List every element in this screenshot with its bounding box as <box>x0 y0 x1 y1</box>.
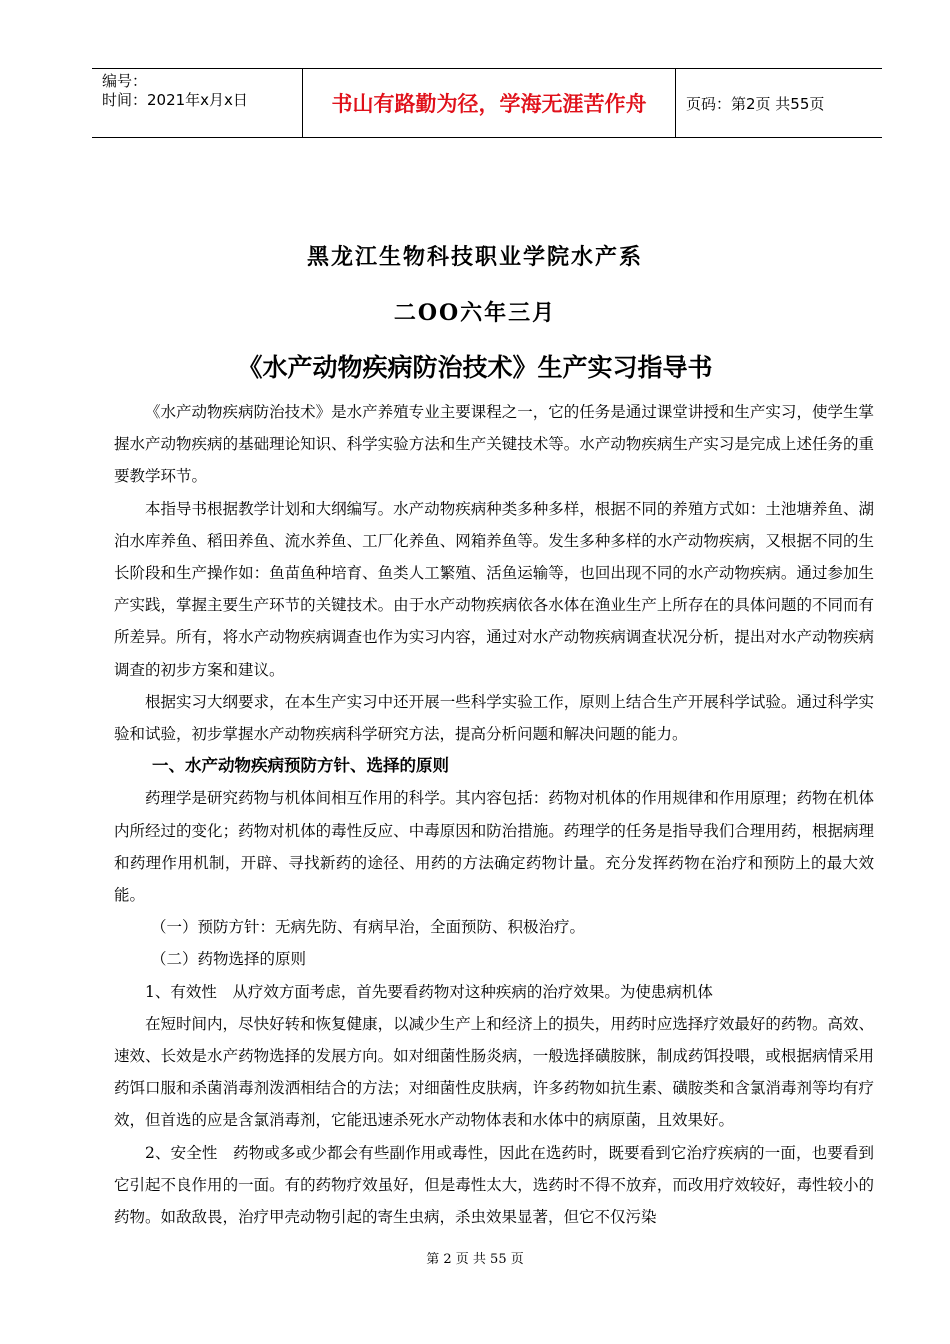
page-footer: 第 2 页 共 55 页 <box>426 1252 524 1267</box>
header-time: 时间：2021年x月x日 <box>102 91 248 109</box>
paragraph: 2、安全性 药物或多或少都会有些副作用或毒性，因此在选药时，既要看到它治疗疾病的一面，也要看到它引起不良作用的一面。有的药物疗效虽好，但是毒性太大，选药时不得不放弃，而改用疗效较好，毒性较小的药物。如敌敌畏，治疗甲壳动物引起的寄生虫病，杀虫效果显著，但它不仅污染 <box>114 1143 874 1227</box>
paragraph: 《水产动物疾病防治技术》是水产养殖专业主要课程之一，它的任务是通过课堂讲授和生产实习，使学生掌握水产动物疾病的基础理论知识、科学实验方法和生产关键技术等。水产动物疾病生产实习是完成上述任务的重要教学环节。 <box>114 403 874 486</box>
paragraph: 1、有效性 从疗效方面考虑，首先要看药物对这种疾病的治疗效果。为使患病机体 <box>145 982 713 1001</box>
section-heading: 一、水产动物疾病预防方针、选择的原则 <box>152 756 449 776</box>
header-number: 编号： <box>102 72 148 90</box>
paragraph: 药理学是研究药物与机体间相互作用的科学。其内容包括：药物对机体的作用规律和作用原理；药物在机体内所经过的变化；药物对机体的毒性反应、中毒原因和防治措施。药理学的任务是指导我们合理用药，根据病理和药理作用机制，开辟、寻找新药的途径、用药的方法确定药物计量。充分发挥药物在治疗和预防上的最大效能。 <box>114 789 874 905</box>
paragraph: 本指导书根据教学计划和大纲编写。水产动物疾病种类多种多样，根据不同的养殖方式如：土池塘养鱼、湖泊水库养鱼、稻田养鱼、流水养鱼、工厂化养鱼、网箱养鱼等。发生多种多样的水产动物疾病，又根据不同的生长阶段和生产操作如：鱼苗鱼种培育、鱼类人工繁殖、活鱼运输等，也回出现不同的水产动物疾病。通过参加生产实践，掌握主要生产环节的关键技术。由于水产动物疾病依各水体在渔业生产上所存在的具体问题的不同而有所差异。所有，将水产动物疾病调查也作为实习内容，通过对水产动物疾病调查状况分析，提出对水产动物疾病调查的初步方案和建议。 <box>114 499 874 679</box>
date-title: 二OO六年三月 <box>393 300 557 326</box>
header-page-code: 页码：第2页 共55页 <box>686 94 825 113</box>
paragraph: （二）药物选择的原则 <box>151 950 307 969</box>
paragraph: 在短时间内，尽快好转和恢复健康，以减少生产上和经济上的损失，用药时应选择疗效最好的药物。高效、速效、长效是水产药物选择的发展方向。如对细菌性肠炎病，一般选择磺胺脒，制成药饵投喂，或根据病情采用药饵口服和杀菌消毒剂泼洒相结合的方法；对细菌性皮肤病，许多药物如抗生素、磺胺类和含氯消毒剂等均有疗效，但首选的应是含氯消毒剂，它能迅速杀死水产动物体表和水体中的病原菌，且效果好。 <box>114 1014 874 1130</box>
paragraph: 根据实习大纲要求，在本生产实习中还开展一些科学实验工作，原则上结合生产开展科学试验。通过科学实验和试验，初步掌握水产动物疾病科学研究方法，提高分析问题和解决问题的能力。 <box>114 692 874 744</box>
page-header <box>92 68 882 138</box>
header-motto: 书山有路勤为径，学海无涯苦作舟 <box>303 69 676 137</box>
paragraph: （一）预防方针：无病先防、有病早治，全面预防、积极治疗。 <box>151 918 586 937</box>
school-title: 黑龙江生物科技职业学院水产系 <box>306 244 643 270</box>
document-body <box>114 396 874 1233</box>
document-title: 《水产动物疾病防治技术》生产实习指导书 <box>237 353 713 382</box>
header-meta <box>92 69 303 137</box>
